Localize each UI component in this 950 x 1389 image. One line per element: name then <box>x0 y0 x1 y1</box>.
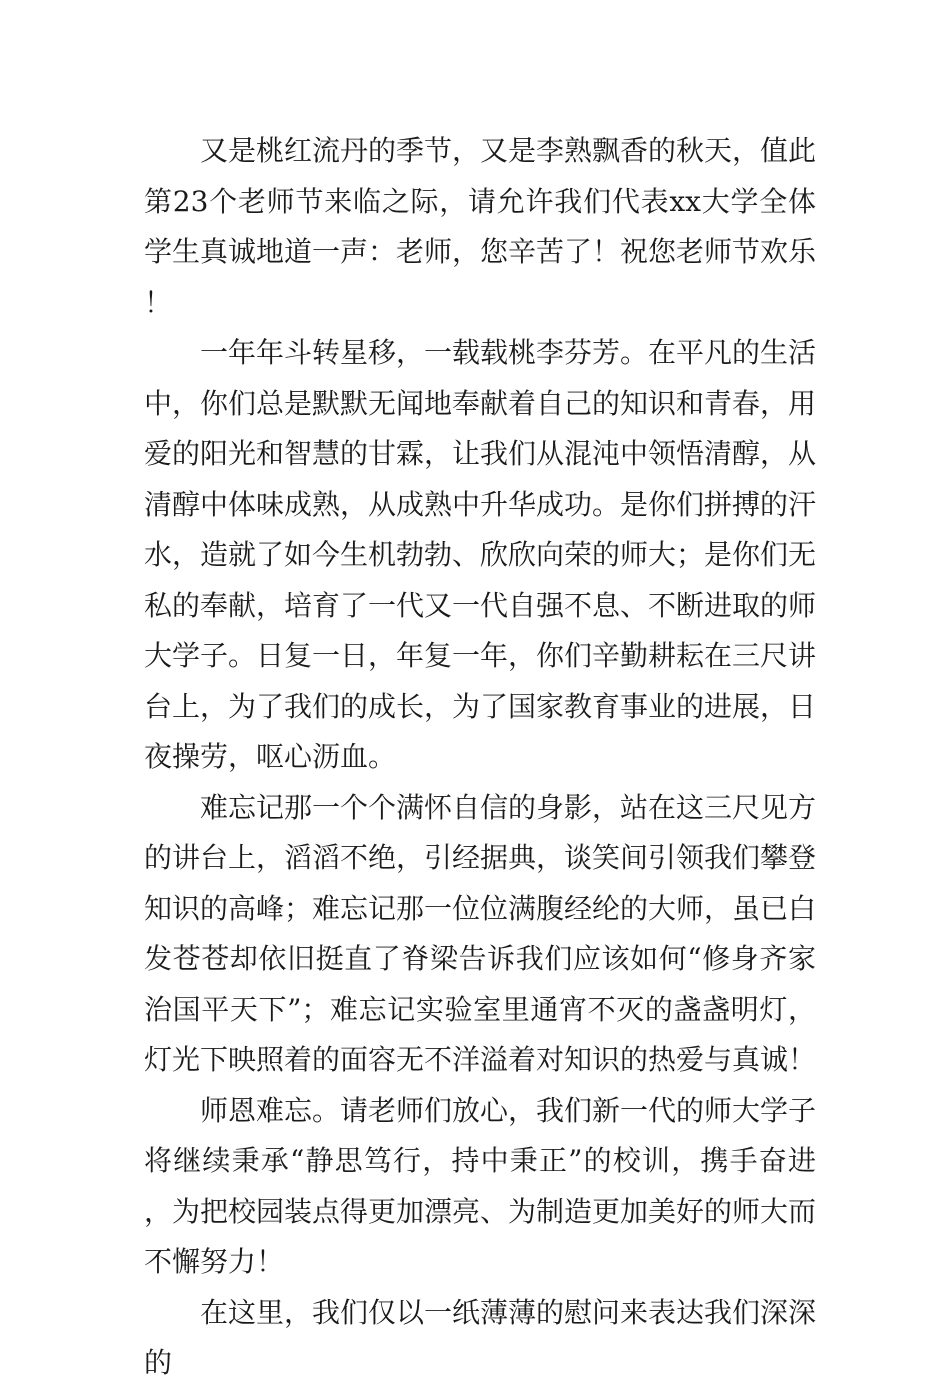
paragraph-3: 难忘记那一个个满怀自信的身影，站在这三尺见方的讲台上，滔滔不绝，引经据典，谈笑间引领我们攀登知识的高峰；难忘记那一位位满腹经纶的大师，虽已白发苍苍却依旧挺直了脊梁告诉我们应该如何“修身齐家治国平天下”；难忘记实验室里通宵不灭的盏盏明灯，灯光下映照着的面容无不洋溢着对知识的热爱与真诚！ <box>144 790 817 1076</box>
paragraph-4: 师恩难忘。请老师们放心，我们新一代的师大学子将继续秉承“静思笃行，持中秉正”的校训，携手奋进，为把校园装点得更加漂亮、为制造更加美好的师大而不懈努力！ <box>144 1093 817 1278</box>
paragraph-1: 又是桃红流丹的季节，又是李熟飘香的秋天，值此第23个老师节来临之际，请允许我们代表xx大学全体学生真诚地道一声：老师，您辛苦了！祝您老师节欢乐！ <box>144 134 817 319</box>
paragraph-5: 在这里，我们仅以一纸薄薄的慰问来表达我们深深的 <box>144 1295 817 1379</box>
document-body <box>144 126 816 1389</box>
paragraph-2: 一年年斗转星移，一载载桃李芬芳。在平凡的生活中，你们总是默默无闻地奉献着自己的知识和青春，用爱的阳光和智慧的甘霖，让我们从混沌中领悟清醇，从清醇中体味成熟，从成熟中升华成功。是你们拼搏的汗水，造就了如今生机勃勃、欣欣向荣的师大；是你们无私的奉献，培育了一代又一代自强不息、不断进取的师大学子。日复一日，年复一年，你们辛勤耕耘在三尺讲台上，为了我们的成长，为了国家教育事业的进展，日夜操劳，呕心沥血。 <box>144 336 817 773</box>
